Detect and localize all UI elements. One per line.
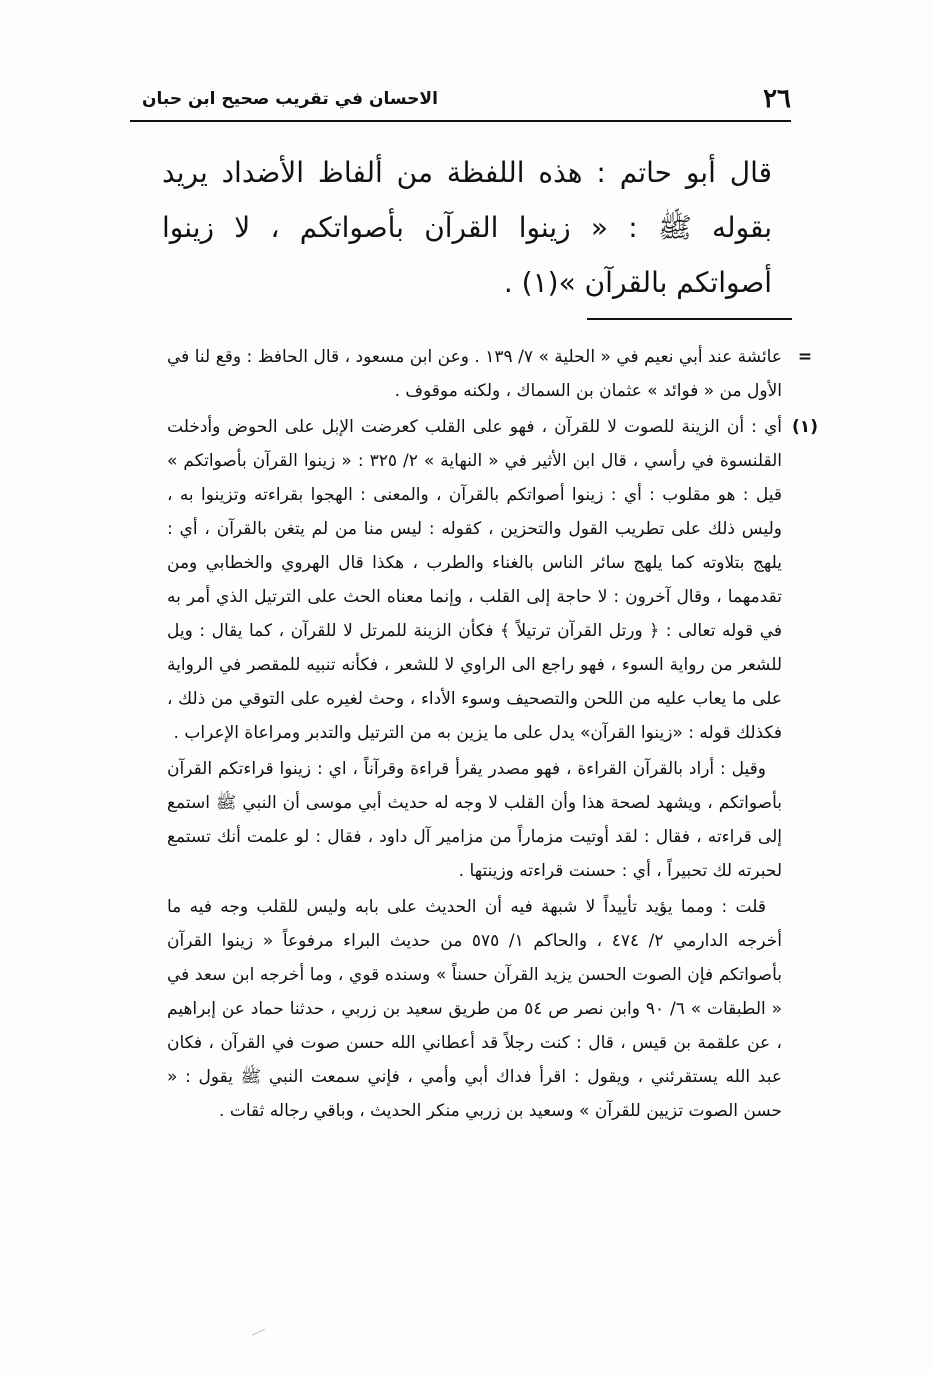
footnote-1-paragraph-1: أي : أن الزينة للصوت لا للقرآن ، فهو على القلب كعرضت الإبل على الحوض وأدخلت القلنسوة في رأسي ، قال ابن الأثير في « النهاية » ٢/ ٣٢٥ : « زينوا القرآن بأصواتكم » قيل : هو مقلوب : أي : زينوا أصواتكم بالقرآن ، والمعنى : الهجوا بقراءته وتزينوا به ، وليس ذلك على تطريب القول والتحزين ، كقوله : ليس منا من لم يتغن بالقرآن ، أي : يلهج بتلاوته كما يلهج سائر الناس بالغناء والطرب ، هكذا قال الهروي والخطابي ومن تقدمهما ، وقال آخرون : لا حاجة إلى القلب ، وإنما معناه الحث على الترتيل الذي أمر به في قوله تعالى : ﴿ ورتل القرآن ترتيلاً ﴾ فكأن الزينة للمرتل لا للقرآن ، كما يقال : ويل للشعر من رواية السوء ، فهو راجع الى الراوي لا للشعر ، فكأنه تنبيه للمقصر في الرواية على ما يعاب عليه من اللحن والتصحيف وسوء الأداء ، وحث لغيره على التوقي من ذلك ، فكذلك قوله : «زينوا القرآن» يدل على ما يزين به من الترتيل والتدبر ومراعاة الإعراب . bbox=[167, 417, 782, 743]
main-text bbox=[162, 145, 772, 310]
continuation-text: عائشة عند أبي نعيم في « الحلية » ٧/ ١٣٩ . وعن ابن مسعود ، قال الحافظ : وقع لنا في الأول من « فوائد » عثمان بن السماك ، ولكنه موقوف . bbox=[167, 347, 782, 401]
footnote-separator bbox=[587, 318, 792, 320]
footnote-1-paragraph-3: قلت : ومما يؤيد تأييداً لا شبهة فيه أن الحديث على بابه وليس للقلب وجه فيه ما أخرجه الدارمي ٢/ ٤٧٤ ، والحاكم ١/ ٥٧٥ من حديث البراء مرفوعاً « زينوا القرآن بأصواتكم فإن الصوت الحسن يزيد القرآن حسناً » وسنده قوي ، وما أخرجه ابن سعد في « الطبقات » ٦/ ٩٠ وابن نصر ص ٥٤ من طريق سعيد بن زربي ، حدثنا حماد عن إبراهيم ، عن علقمة بن قيس ، قال : كنت رجلاً قد أعطاني الله حسن صوت في القرآن ، فكان عبد الله يستقرئني ، ويقول : اقرأ فداك أبي وأمي ، فإني سمعت النبي ﷺ يقول : « حسن الصوت تزيين للقرآن » وسعيد بن زربي منكر الحديث ، وباقي رجاله ثقات . bbox=[167, 897, 782, 1121]
page-number: ٢٦ bbox=[763, 84, 791, 114]
footnote-1-paragraph-2: وقيل : أراد بالقرآن القراءة ، فهو مصدر يقرأ قراءة وقرآناً ، اي : زينوا قراءتكم القرآن بأصواتكم ، ويشهد لصحة هذا وأن القلب لا وجه له حديث أبي موسى أن النبي ﷺ استمع إلى قراءته ، فقال : لقد أوتيت مزماراً من مزامير آل داود ، فقال : لو علمت أنك تستمع لحبرته لك تحبيراً ، أي : حسنت قراءته وزينتها . bbox=[167, 759, 782, 881]
main-paragraph: قال أبو حاتم : هذه اللفظة من ألفاظ الأضداد يريد بقوله ﷺ : « زينوا القرآن بأصواتكم ، لا زينوا أصواتكم بالقرآن »(١) . bbox=[162, 156, 772, 299]
footnote-continuation bbox=[167, 340, 822, 408]
scan-mark bbox=[249, 1322, 265, 1336]
page-header bbox=[130, 82, 791, 122]
footnotes bbox=[167, 340, 822, 1130]
footnote-1-marker: (١) bbox=[792, 417, 818, 437]
continuation-marker: = bbox=[797, 347, 813, 367]
running-title: الاحسان في تقريب صحيح ابن حبان bbox=[142, 89, 438, 109]
footnote-1 bbox=[167, 410, 822, 1128]
